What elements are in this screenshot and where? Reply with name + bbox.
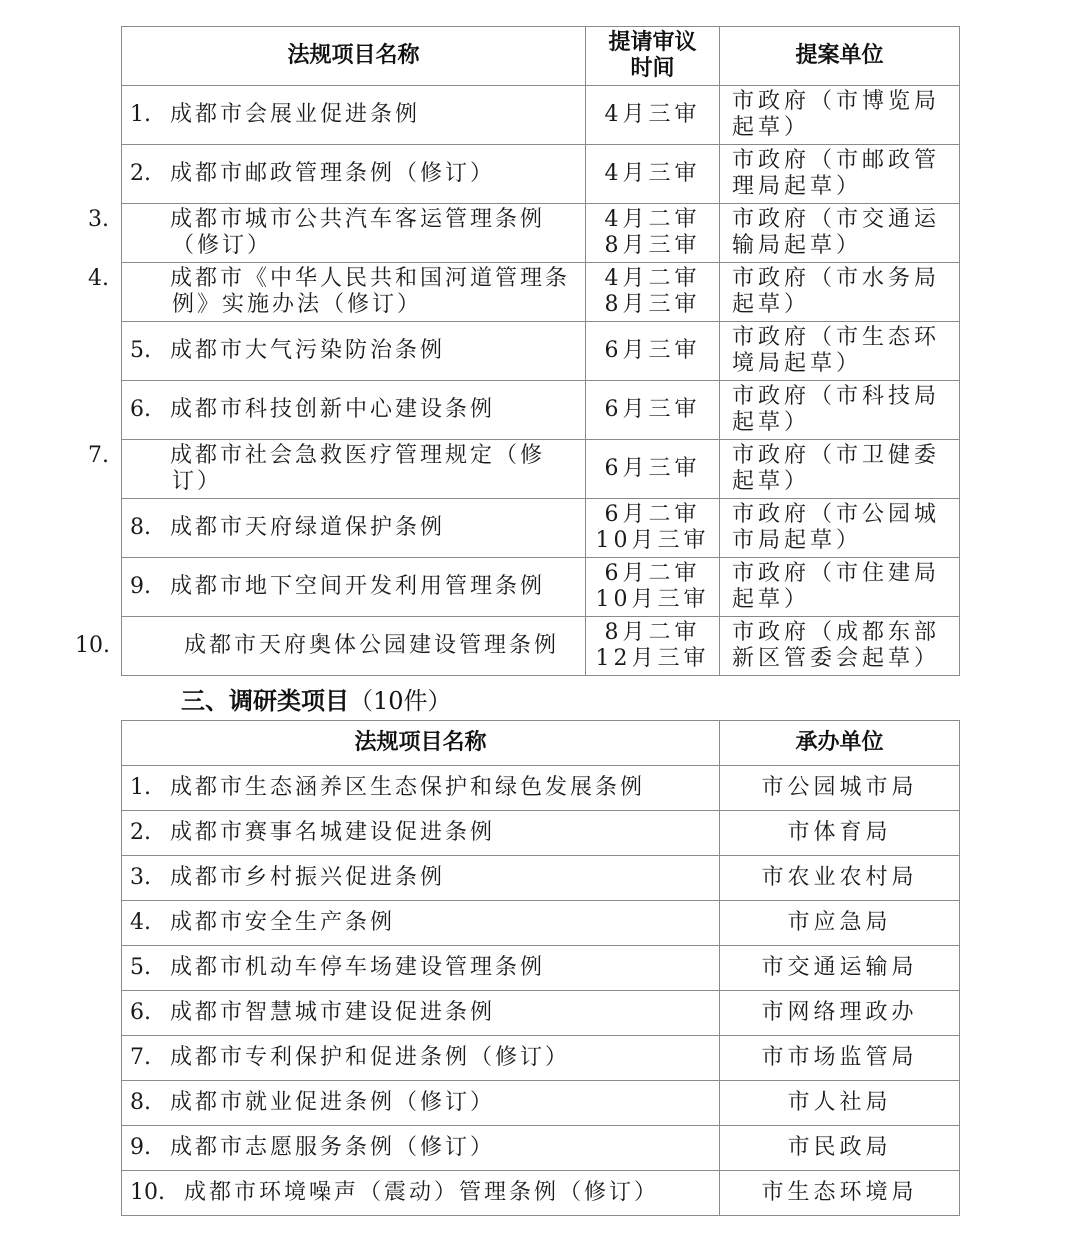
table-row [122, 145, 960, 204]
project-title: 成都市天府绿道保护条例 [170, 515, 446, 540]
row-number: 1. [130, 102, 151, 127]
review-time-cell [586, 617, 720, 676]
row-number: 9. [130, 1135, 151, 1160]
table-row [122, 1036, 960, 1081]
row-number: 1. [130, 775, 151, 800]
row-number: 4. [88, 266, 109, 291]
review-time-cell [586, 145, 720, 204]
review-time: 6月三审 [604, 338, 701, 363]
project-name-cell [122, 946, 720, 991]
legislative-projects-table [75, 26, 960, 676]
project-name-cell [122, 991, 720, 1036]
project-name-cell [122, 1171, 720, 1216]
header-review-time-line2: 时间 [630, 56, 675, 81]
row-number: 6. [130, 1000, 151, 1025]
row-number: 8. [130, 515, 151, 540]
project-name-cell [122, 558, 586, 617]
row-number: 6. [130, 397, 151, 422]
project-name-cell [122, 1126, 720, 1171]
project-title: 成都市邮政管理条例（修订） [170, 161, 496, 186]
project-name-cell [75, 617, 586, 676]
header-review-time [586, 27, 720, 86]
row-number: 8. [130, 1090, 151, 1115]
table-row [122, 617, 960, 676]
review-time-cell [586, 440, 720, 499]
undertaking-unit-cell: 市市场监管局 [720, 1036, 960, 1081]
row-number: 3. [130, 865, 151, 890]
header-project-name: 法规项目名称 [122, 27, 586, 86]
proposing-unit-cell: 市政府（成都东部新区管委会起草） [720, 617, 960, 676]
table-row [122, 499, 960, 558]
project-name-cell [122, 811, 720, 856]
table-row [122, 1126, 960, 1171]
proposing-unit-cell: 市政府（市博览局起草） [720, 86, 960, 145]
project-title: 成都市安全生产条例 [170, 910, 396, 935]
row-number: 2. [130, 820, 151, 845]
proposing-unit-cell: 市政府（市生态环境局起草） [720, 322, 960, 381]
review-time: 6月二审 [604, 561, 701, 586]
project-title: 成都市机动车停车场建设管理条例 [170, 955, 546, 980]
header-project-name: 法规项目名称 [122, 721, 720, 766]
project-title: 成都市会展业促进条例 [170, 102, 421, 127]
proposing-unit-cell: 市政府（市卫健委起草） [720, 440, 960, 499]
review-time: 4月二审 [604, 266, 701, 291]
project-title: 成都市生态涵养区生态保护和绿色发展条例 [170, 775, 646, 800]
undertaking-unit-cell: 市网络理政办 [720, 991, 960, 1036]
table-row [122, 322, 960, 381]
project-title: 成都市科技创新中心建设条例 [170, 397, 496, 422]
review-time: 8月三审 [604, 233, 701, 258]
project-name-cell [88, 204, 586, 263]
table-header-row [122, 27, 960, 86]
header-proposing-unit: 提案单位 [720, 27, 960, 86]
table-row [122, 440, 960, 499]
table-row [122, 86, 960, 145]
row-number: 10. [130, 1180, 165, 1205]
review-time: 4月三审 [604, 161, 701, 186]
review-time-cell [586, 86, 720, 145]
proposing-unit-cell: 市政府（市交通运输局起草） [720, 204, 960, 263]
proposing-unit-cell: 市政府（市科技局起草） [720, 381, 960, 440]
row-number: 4. [130, 910, 151, 935]
project-name-cell [122, 856, 720, 901]
review-time: 10月三审 [595, 528, 710, 553]
review-time-cell [586, 204, 720, 263]
research-projects-table [121, 720, 960, 1216]
header-undertaking-unit: 承办单位 [720, 721, 960, 766]
project-title: 成都市赛事名城建设促进条例 [170, 820, 496, 845]
review-time-cell [586, 263, 720, 322]
project-name-cell [122, 322, 586, 381]
project-title: 成都市专利保护和促进条例（修订） [170, 1045, 571, 1070]
review-time: 4月二审 [604, 207, 701, 232]
project-title: 成都市就业促进条例（修订） [170, 1090, 496, 1115]
review-time-cell [586, 499, 720, 558]
project-name-cell [122, 1036, 720, 1081]
project-title: 成都市大气污染防治条例 [170, 338, 446, 363]
project-title: 成都市地下空间开发利用管理条例 [170, 574, 546, 599]
review-time: 8月二审 [604, 620, 701, 645]
review-time: 10月三审 [595, 587, 710, 612]
table-row [122, 766, 960, 811]
project-title: 成都市志愿服务条例（修订） [170, 1135, 496, 1160]
row-number: 3. [88, 207, 109, 232]
row-number: 7. [130, 1045, 151, 1070]
review-time: 6月二审 [604, 502, 701, 527]
undertaking-unit-cell: 市体育局 [720, 811, 960, 856]
section-title: 三、调研类项目 [181, 687, 349, 715]
row-number: 2. [130, 161, 151, 186]
header-review-time-line1: 提请审议 [608, 30, 697, 55]
row-number: 5. [130, 338, 151, 363]
table-row [122, 1081, 960, 1126]
project-title: 成都市智慧城市建设促进条例 [170, 1000, 496, 1025]
table-row [122, 991, 960, 1036]
project-name-cell [122, 145, 586, 204]
review-time: 6月三审 [604, 456, 701, 481]
undertaking-unit-cell: 市农业农村局 [720, 856, 960, 901]
table-row [122, 263, 960, 322]
project-name-cell [122, 766, 720, 811]
review-time-cell [586, 381, 720, 440]
undertaking-unit-cell: 市公园城市局 [720, 766, 960, 811]
review-time: 4月三审 [604, 102, 701, 127]
row-number: 5. [130, 955, 151, 980]
table-row [122, 1171, 960, 1216]
row-number: 9. [130, 574, 151, 599]
proposing-unit-cell: 市政府（市水务局起草） [720, 263, 960, 322]
project-name-cell [88, 263, 586, 322]
table-row [122, 901, 960, 946]
project-title: 成都市乡村振兴促进条例 [170, 865, 446, 890]
table-row [122, 558, 960, 617]
project-name-cell [122, 381, 586, 440]
table-row [122, 381, 960, 440]
table-row [122, 811, 960, 856]
section-count: （10件） [349, 687, 452, 715]
row-number: 7. [88, 443, 109, 468]
project-title: 成都市城市公共汽车客运管理条例（修订） [170, 207, 546, 258]
review-time-cell [586, 322, 720, 381]
undertaking-unit-cell: 市交通运输局 [720, 946, 960, 991]
undertaking-unit-cell: 市生态环境局 [720, 1171, 960, 1216]
proposing-unit-cell: 市政府（市公园城市局起草） [720, 499, 960, 558]
table-header-row [122, 721, 960, 766]
project-name-cell [122, 499, 586, 558]
project-name-cell [122, 1081, 720, 1126]
project-title: 成都市天府奥体公园建设管理条例 [184, 633, 560, 658]
table-row [122, 204, 960, 263]
project-name-cell [122, 86, 586, 145]
row-number: 10. [75, 633, 110, 658]
review-time: 8月三审 [604, 292, 701, 317]
undertaking-unit-cell: 市民政局 [720, 1126, 960, 1171]
project-title: 成都市社会急救医疗管理规定（修订） [170, 443, 546, 494]
review-time: 12月三审 [595, 646, 710, 671]
project-name-cell [122, 901, 720, 946]
review-time-cell [586, 558, 720, 617]
review-time: 6月三审 [604, 397, 701, 422]
proposing-unit-cell: 市政府（市住建局起草） [720, 558, 960, 617]
table-row [122, 856, 960, 901]
table-row [122, 946, 960, 991]
proposing-unit-cell: 市政府（市邮政管理局起草） [720, 145, 960, 204]
section-heading-research [181, 684, 452, 718]
undertaking-unit-cell: 市人社局 [720, 1081, 960, 1126]
project-title: 成都市环境噪声（震动）管理条例（修订） [184, 1180, 660, 1205]
project-title: 成都市《中华人民共和国河道管理条例》实施办法（修订） [170, 266, 571, 317]
project-name-cell [88, 440, 586, 499]
undertaking-unit-cell: 市应急局 [720, 901, 960, 946]
